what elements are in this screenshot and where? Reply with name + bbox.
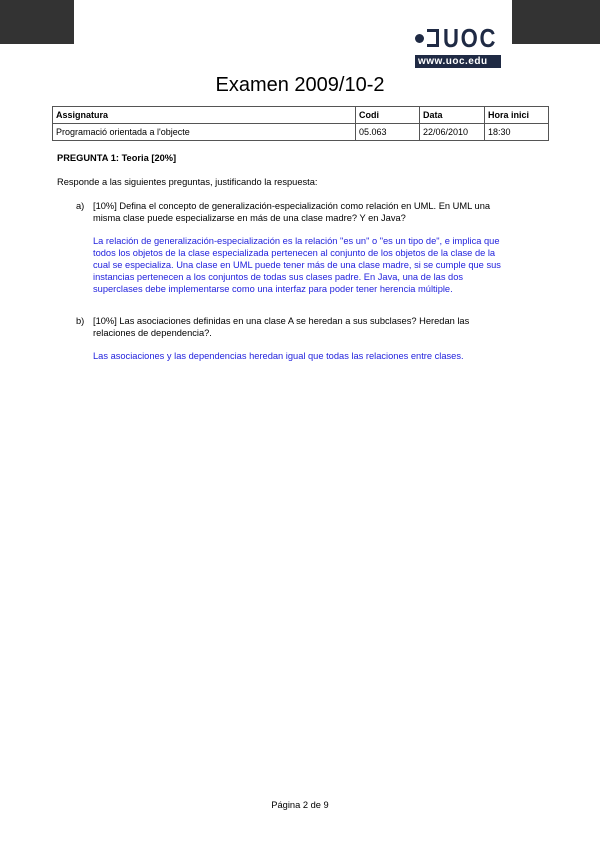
dark-corner [512, 0, 600, 44]
exam-info-table: Assignatura Codi Data Hora inici Programació orientada a l'objecte 05.063 22/06/2010 18:30 [52, 106, 549, 141]
page-title: Examen 2009/10-2 [215, 74, 385, 96]
document-page: UOC www.uoc.edu Examen 2009/10-2 Assignatura Codi Data Hora inici Programació orientada a l'objecte 05.063 22/06/2010 18:30 PREGUNTA 1: Teoria [20%] Responde a las siguientes preguntas, justificando la respuesta: a) [10%] Defina el concepto de generalización-especialización como relación en UML. En UML una misma clase puede especializarse en más de una clase madre? Y en Java? La relación de generalización-especialización es la relación "es un" o "es un tipo de", e implica que todos los objetos de la clase especializada pertenecen al conjunto de los objetos de la clase de la cual se especializa. Una clase en UML puede tener más de una clase madre, si se cumple que sus instancias pertenecen a los conjuntos de todas sus clases padre. En Java, una de las dos superclases debe implementarse como una interfaz para poder tener herencia múltiple. b) [10%] Las asociaciones definidas en una clase A se heredan a sus subclases? Heredan las relaciones de dependencia?. Las asociaciones y las dependencias heredan igual que todas las relaciones entre clases. Página 2 de 9 [0, 0, 600, 848]
page-number: Página 2 de 9 [271, 800, 329, 810]
question-b: [10%] Las asociaciones definidas en una clase A se heredan a sus subclases? Heredan las relaciones de dependencia?. [93, 316, 470, 338]
uoc-logo: UOC www.uoc.edu [415, 25, 507, 68]
answer-a: La relación de generalización-especialización es la relación "es un" o "es un tipo de", e implica que todos los objetos de la clase especializada pertenecen al conjunto de los objetos de la clase de la cual se especializa. Una clase en UML puede tener más de una clase madre, si se cumple que sus instancias pertenecen a los conjuntos de todas sus clases padre. En Java, una de las dos superclases debe implementarse como una interfaz para poder tener herencia múltiple. [93, 236, 501, 294]
dark-corner [0, 0, 74, 44]
answer-b: Las asociaciones y las dependencias heredan igual que todas las relaciones entre clases. [93, 351, 464, 361]
question-heading: PREGUNTA 1: Teoria [20%] [57, 153, 177, 163]
question-a: [10%] Defina el concepto de generalización-especialización como relación en UML. En UML una misma clase puede especializarse en más de una clase madre? Y en Java? [93, 201, 491, 223]
intro-text: Responde a las siguientes preguntas, justificando la respuesta: [57, 177, 318, 187]
